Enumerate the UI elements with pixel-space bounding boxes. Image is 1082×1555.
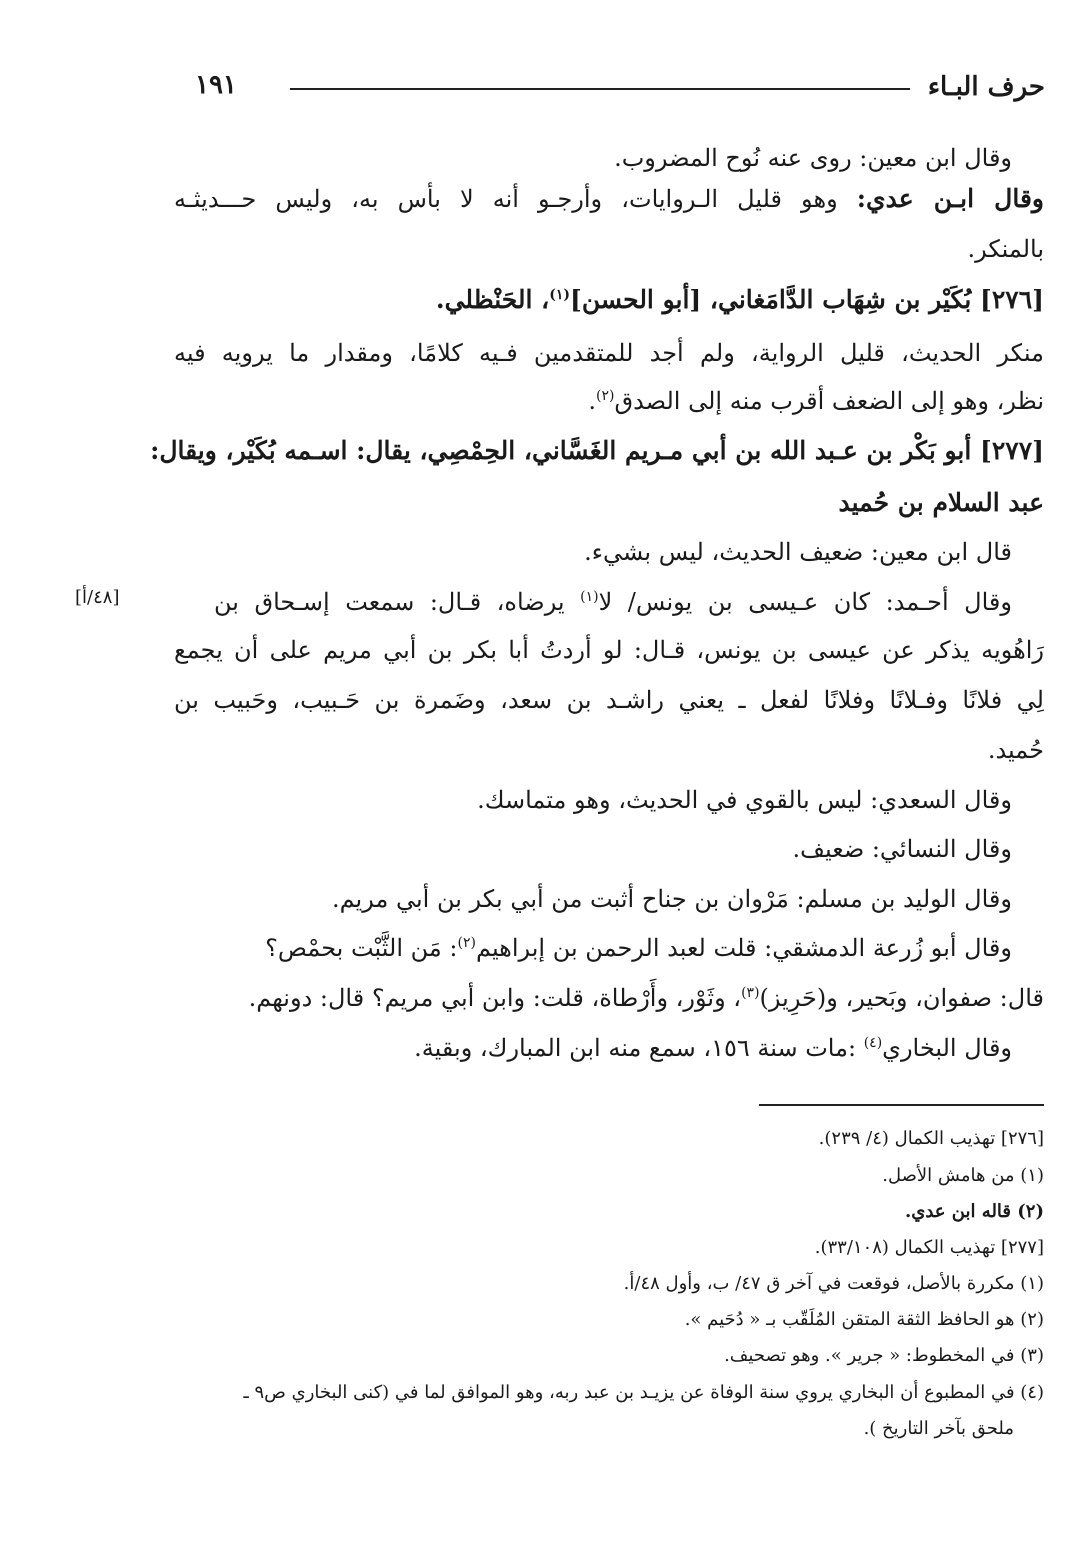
- body-line: قال ابن معين: ضعيف الحديث، ليس بشيء.: [584, 538, 1012, 566]
- entry-heading-277: [٢٧٧] أبو بَكْر بن عـبد الله بن أبي مـريم الغَسَّاني، الحِمْصِي، يقال: اسـمه بُكَيْر، ويقال:: [150, 436, 1044, 465]
- body-text: وقال أحـمد: كان عـيسى بن يونس/ لا: [598, 588, 1012, 616]
- body-line: رَاهُويه يذكر عن عيسى بن يونس، قـال: لو أردتُ أبا بكر بن أبي مريم على أن يجمع: [174, 636, 1044, 664]
- body-text: ، وثَوْر، وأَرْطاة، قلت: وابن أبي مريم؟ قال: دونهم.: [248, 984, 742, 1012]
- body-line: لِي فلانًا وفـلانًا وفلانًا لفعل ـ يعني راشـد بن سعد، وضَمرة بن حَـبيب، وحَبيب بن: [174, 686, 1044, 714]
- footnote-marker: (٤): [863, 1035, 883, 1051]
- footnote: (١) من هامش الأصل.: [882, 1165, 1044, 1186]
- footnote-marker: (٣): [741, 985, 760, 1001]
- footnote-marker: (١): [580, 589, 599, 605]
- chapter-title: حرف البـاء: [927, 72, 1045, 102]
- footnote: [٢٧٧] تهذيب الكمال (٣٣/١٠٨).: [814, 1237, 1044, 1258]
- body-line: وقال ابن معين: روى عنه نُوح المضروب.: [614, 144, 1012, 172]
- footnote: (٣) في المخطوط: « جرير ». وهو تصحيف.: [724, 1345, 1044, 1366]
- footnote-marker: (١): [549, 287, 571, 303]
- body-line: [174, 981, 1044, 1019]
- body-line: [174, 182, 1044, 216]
- body-text: :مات سنة ١٥٦، سمع منه ابن المبارك، وبقية.: [414, 1034, 864, 1062]
- body-line: [265, 931, 1012, 969]
- body-text: قال: صفوان، وبَحير، و(حَرِيز): [759, 984, 1044, 1012]
- body-line: وقال السعدي: ليس بالقوي في الحديث، وهو متماسك.: [477, 786, 1012, 814]
- footnote: (٢) قاله ابن عدي.: [905, 1201, 1044, 1222]
- footnote: [٢٧٦] تهذيب الكمال (٤/ ٢٣٩).: [818, 1128, 1044, 1149]
- body-text: وقال البخاري: [882, 1034, 1012, 1062]
- footnote: (٤) في المطبوع أن البخاري يروي سنة الوفاة عن يزيـد بن عبد ربه، وهو الموافق لما في (كنى البخاري ص٩ ـ: [243, 1382, 1044, 1403]
- body-line: بالمنكر.: [967, 235, 1044, 263]
- body-line: وقال الوليد بن مسلم: مَرْوان بن جناح أثبت من أبي بكر بن أبي مريم.: [331, 885, 1012, 913]
- body-text: يرضاه، قـال: سمعت إسـحاق بن: [214, 588, 581, 616]
- body-text: وهو قليل الـروايات، وأرجـو أنه لا بأس به، وليس حـــديثـه: [174, 185, 857, 213]
- header-rule: [290, 88, 910, 90]
- footnote-separator: [759, 1104, 1044, 1106]
- body-line: حُميد.: [987, 736, 1044, 764]
- body-line: وقال النسائي: ضعيف.: [792, 835, 1012, 863]
- body-line: [174, 384, 1044, 422]
- manuscript-folio-marker: [٤٨/أ]: [75, 587, 120, 608]
- footnote-continuation: ملحق بآخر التاريخ ).: [863, 1418, 1014, 1439]
- body-line: [214, 585, 1044, 623]
- body-text: : مَن الثَّبْت بحمْص؟: [265, 934, 458, 962]
- page-number: ١٩١: [195, 70, 237, 100]
- entry-heading-text: [٢٧٦] بُكَيْر بن شِهَاب الدَّامَغاني، [أبو الحسن]: [570, 285, 1044, 314]
- entry-heading-text: ، الحَنْظلي.: [435, 285, 550, 314]
- entry-heading-277-cont: عبد السلام بن حُميد: [838, 488, 1044, 517]
- footnote: (١) مكررة بالأصل، فوقعت في آخر ق ٤٧/ ب، وأول ٤٨/أ.: [623, 1273, 1044, 1294]
- footnote-marker: (٢): [457, 935, 476, 951]
- body-text: وقال أبو زُرعة الدمشقي: قلت لعبد الرحمن بن إبراهيم: [475, 934, 1012, 962]
- body-text: نظر، وهو إلى الضعف أقرب منه إلى الصدق: [614, 387, 1044, 415]
- footnote-marker: (٢): [595, 388, 615, 404]
- body-text: .: [588, 387, 596, 415]
- speaker-name: وقال ابـن عدي:: [856, 184, 1044, 213]
- body-line: [414, 1031, 1012, 1069]
- body-line: منكر الحديث، قليل الرواية، ولم أجد للمتقدمين فـيه كلامًا، ومقدار ما يرويه فيه: [174, 339, 1044, 367]
- running-header: [195, 68, 1045, 108]
- footnote: (٢) هو الحافظ الثقة المتقن المُلَقّب بـ « دُحَيم ».: [684, 1309, 1044, 1330]
- entry-heading-276: [174, 283, 1044, 321]
